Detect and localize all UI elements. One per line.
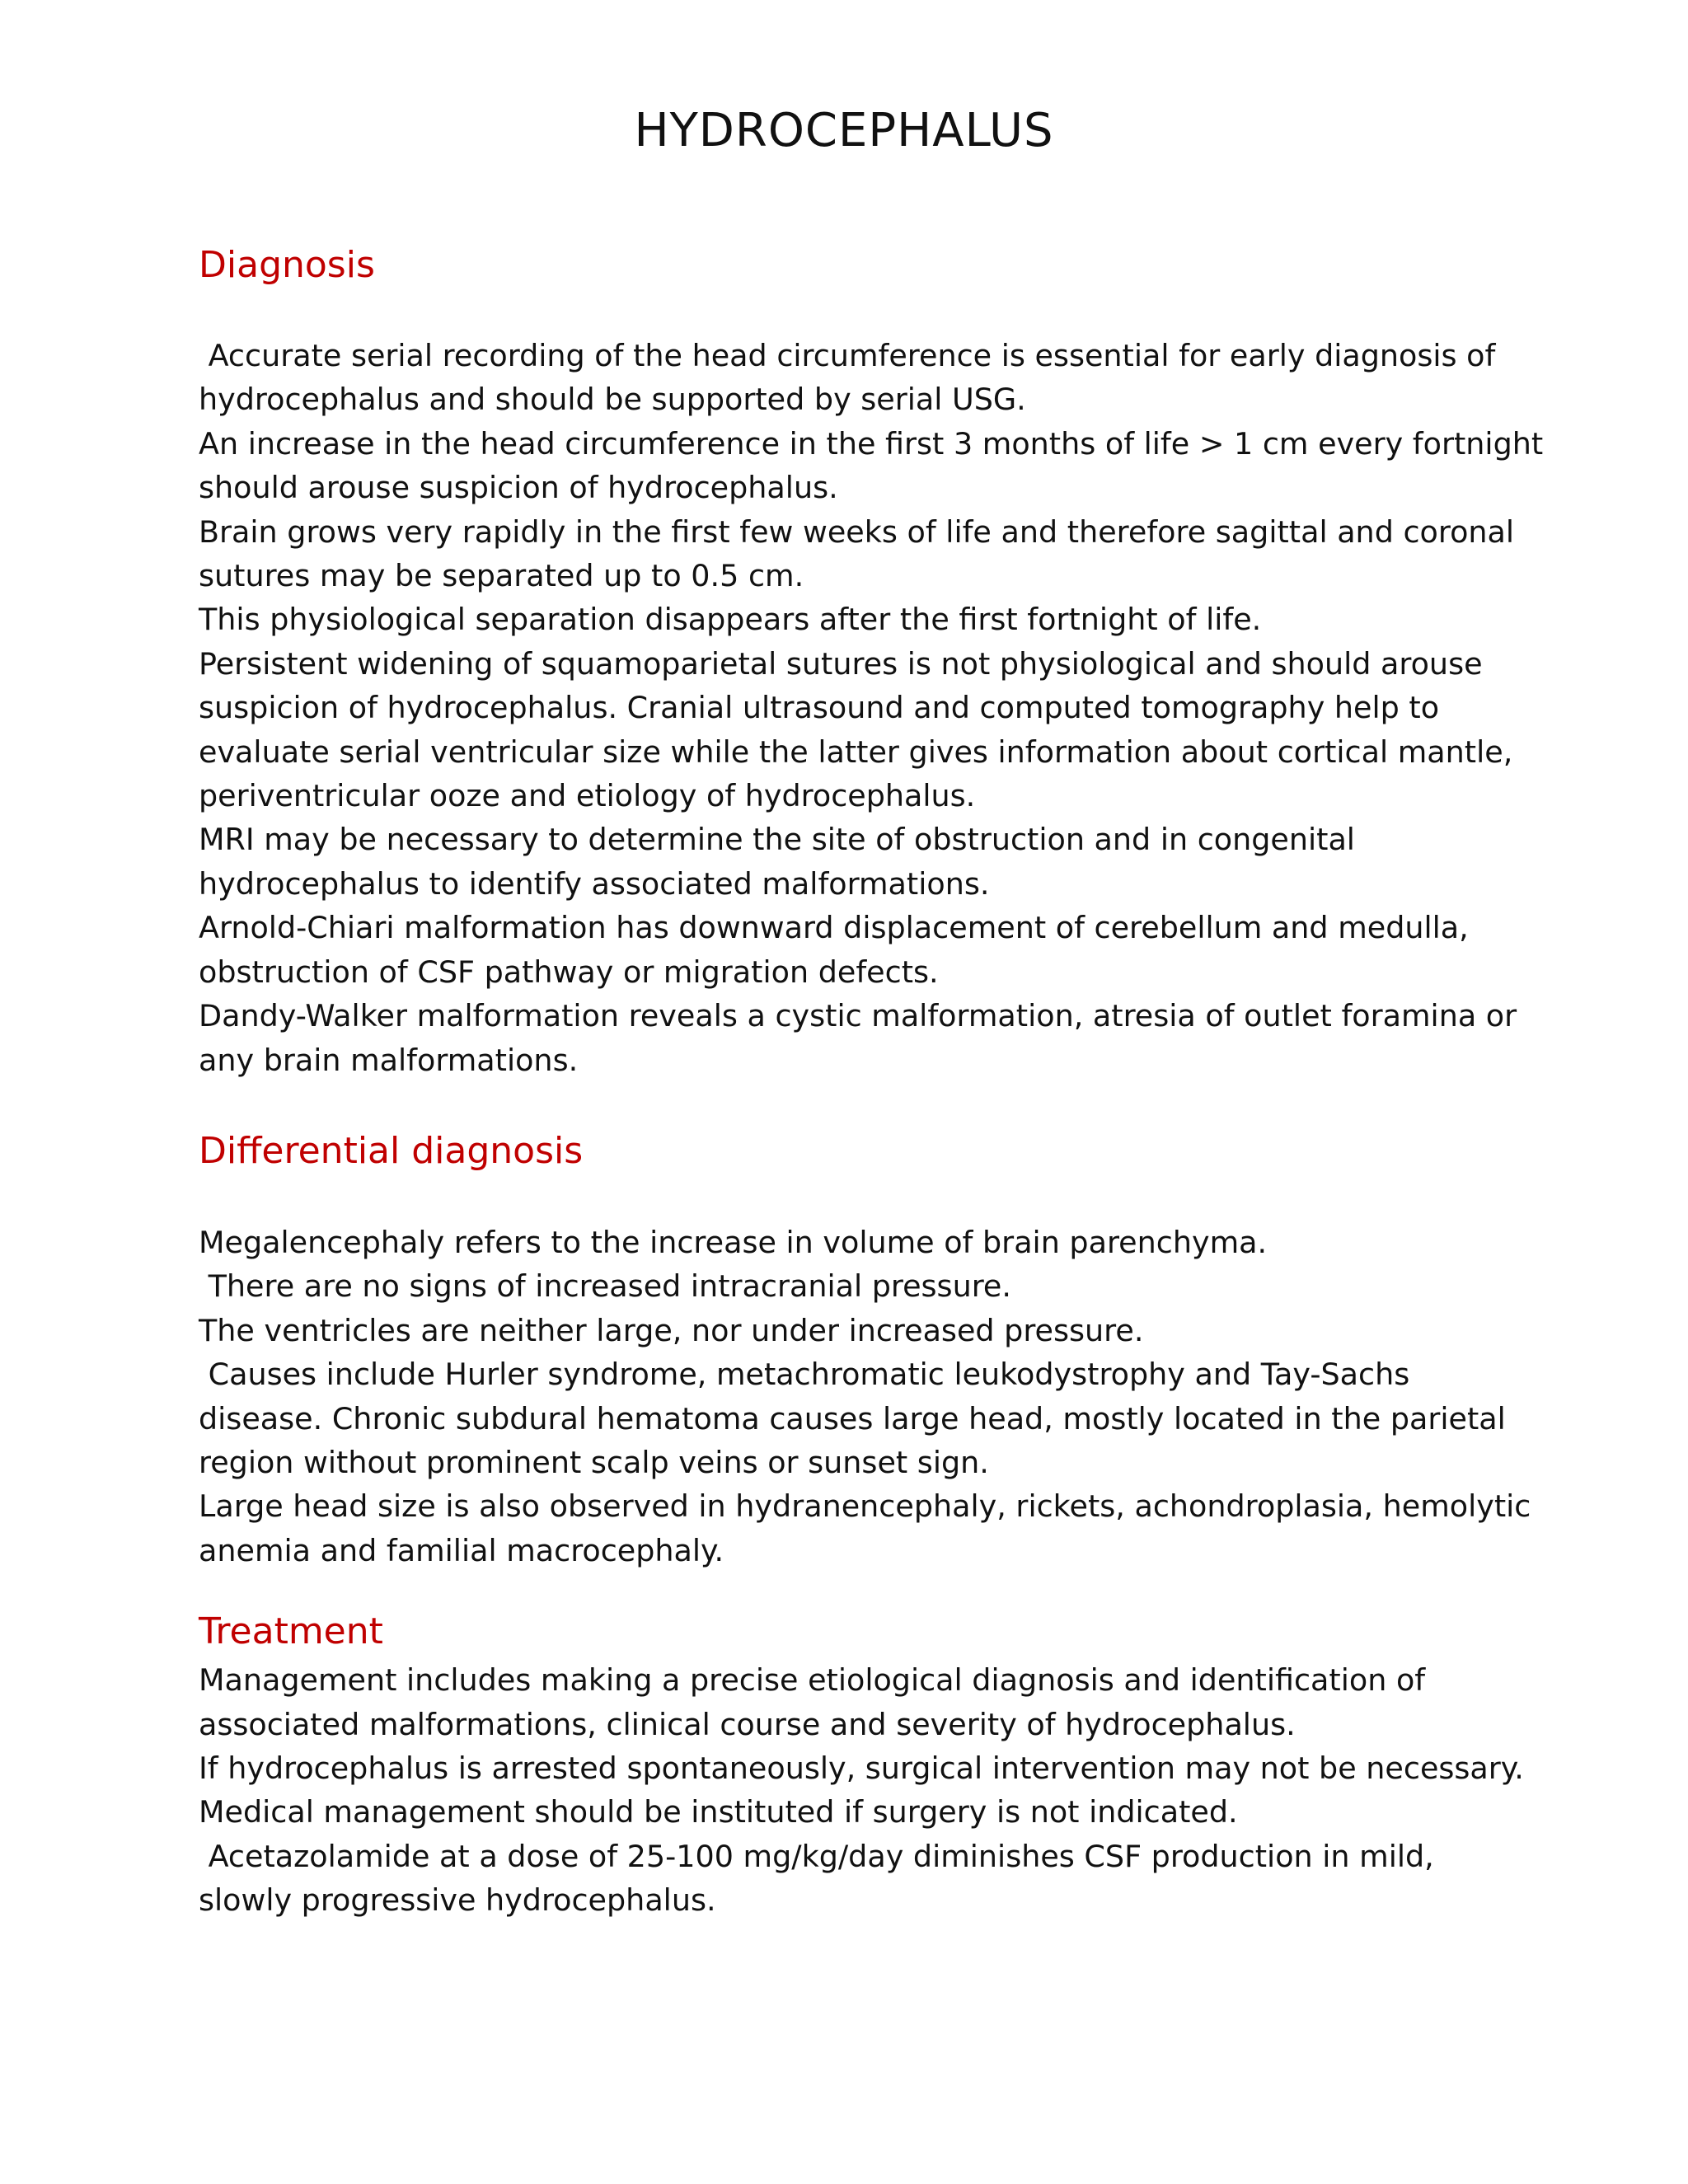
document-body (199, 239, 1544, 1923)
text-line: suspicion of hydrocephalus. Cranial ultrasound and computed tomography help to (199, 690, 1440, 726)
text-line: Medical management should be instituted if surgery is not indicated. (199, 1794, 1238, 1830)
text-line: Persistent widening of squamoparietal sutures is not physiological and should arouse (199, 645, 1483, 682)
section-heading-differential-diagnosis: Differential diagnosis (199, 1129, 584, 1172)
diagnosis-paragraph (199, 334, 1544, 1082)
text-line: disease. Chronic subdural hematoma causes large head, mostly located in the parietal (199, 1400, 1506, 1436)
text-line: Arnold-Chiari malformation has downward displacement of cerebellum and medulla, (199, 910, 1469, 946)
text-line: Accurate serial recording of the head circumference is essential for early diagnosis of (199, 338, 1496, 373)
text-line: hydrocephalus to identify associated malformations. (199, 865, 990, 902)
text-line: region without prominent scalp veins or sunset sign. (199, 1444, 989, 1480)
text-line: any brain malformations. (199, 1042, 579, 1078)
page-title: HYDROCEPHALUS (634, 104, 1054, 157)
text-line: evaluate serial ventricular size while the latter gives information about cortical mantle, (199, 733, 1513, 770)
text-line: should arouse suspicion of hydrocephalus. (199, 470, 838, 506)
text-line: Megalencephaly refers to the increase in volume of brain parenchyma. (199, 1224, 1268, 1260)
text-line: Brain grows very rapidly in the first few weeks of life and therefore sagittal and coronal (199, 513, 1515, 550)
text-line: The ventricles are neither large, nor under increased pressure. (199, 1312, 1144, 1348)
text-line: slowly progressive hydrocephalus. (199, 1882, 716, 1919)
text-line: sutures may be separated up to 0.5 cm. (199, 558, 804, 594)
text-line: obstruction of CSF pathway or migration defects. (199, 954, 939, 990)
text-line: anemia and familial macrocephaly. (199, 1532, 724, 1568)
text-line: Acetazolamide at a dose of 25-100 mg/kg/day diminishes CSF production in mild, (199, 1838, 1434, 1874)
text-line: If hydrocephalus is arrested spontaneously, surgical intervention may not be necessary. (199, 1750, 1524, 1786)
differential-diagnosis-paragraph (199, 1221, 1531, 1572)
text-line: periventricular ooze and etiology of hydrocephalus. (199, 778, 976, 814)
text-line: This physiological separation disappears after the first fortnight of life. (199, 602, 1262, 638)
text-line: hydrocephalus and should be supported by serial USG. (199, 382, 1026, 418)
text-line: There are no signs of increased intracranial pressure. (199, 1268, 1011, 1305)
treatment-paragraph (199, 1658, 1524, 1922)
text-line: associated malformations, clinical course and severity of hydrocephalus. (199, 1706, 1296, 1742)
section-heading-treatment: Treatment (199, 1610, 383, 1653)
text-line: An increase in the head circumference in the first 3 months of life > 1 cm every fortnight (199, 425, 1544, 462)
text-line: Dandy-Walker malformation reveals a cystic malformation, atresia of outlet foramina or (199, 998, 1517, 1034)
text-line: Large head size is also observed in hydranencephaly, rickets, achondroplasia, hemolytic (199, 1488, 1531, 1525)
section-heading-diagnosis: Diagnosis (199, 244, 375, 286)
text-line: MRI may be necessary to determine the site of obstruction and in congenital (199, 822, 1355, 858)
text-line: Causes include Hurler syndrome, metachromatic leukodystrophy and Tay-Sachs (199, 1357, 1410, 1393)
text-line: Management includes making a precise etiological diagnosis and identification of (199, 1662, 1426, 1699)
